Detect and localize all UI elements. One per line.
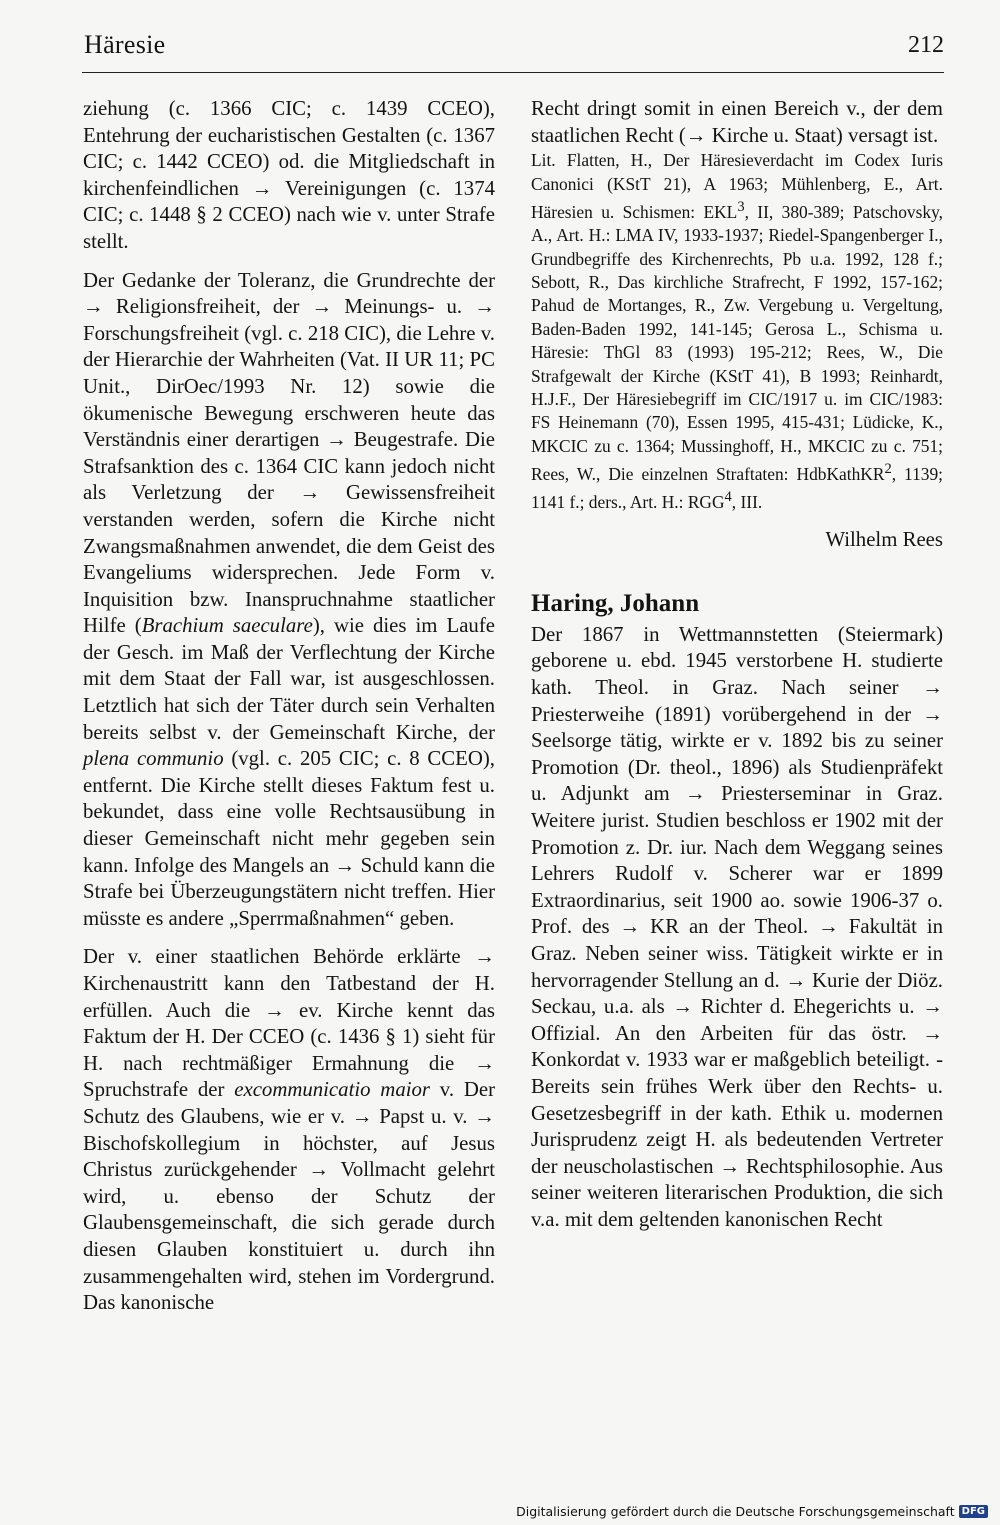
superscript: 4: [724, 489, 732, 506]
running-title: Häresie: [84, 30, 166, 59]
text-run: , 1139; 1141 f.; ders., Art. H.: RGG: [531, 464, 944, 513]
entry-title: Haring, Johann: [531, 590, 700, 618]
superscript: 2: [884, 461, 892, 478]
italic-term: excommunicatio maior: [234, 1078, 430, 1102]
text-run: Der v. einer staatlichen Behörde erklärte → Kirchenaustritt kann den Tatbestand der H. erfüllen. Auch die → ev. Kirche kennt das Faktum der H. Der CCEO (c. 1436 § 1) sieht für H. nach rechtmäßiger Ermahnung die → Spruchstrafe der: [83, 945, 495, 1102]
left-column: [83, 96, 495, 1317]
text-run: v. Der Schutz des Glaubens, wie er v. → Papst u. v. → Bischofskollegium in höchster, auf Jesus Christus zurückgehender → Vollmacht gelehrt wird, u. ebenso der Schutz der Glaubensgemeinschaft, die sich gerade durch diesen Glauben konstituiert u. durch ihn zusammengehalten wird, stehen im Vordergrund. Das kanonische: [83, 1078, 495, 1315]
text-run: , III.: [731, 492, 763, 513]
paragraph: ziehung (c. 1366 CIC; c. 1439 CCEO), Entehrung der eucharistischen Gestalten (c. 1367 CIC; c. 1442 CCEO) od. die Mitgliedschaft in kirchenfeindlichen → Vereinigungen (c. 1374 CIC; c. 1448 § 2 CCEO) nach wie v. unter Strafe stellt.: [83, 97, 495, 253]
footer-text: Digitalisierung gefördert durch die Deutsche Forschungsgemeinschaft: [516, 1504, 955, 1519]
paragraph: [83, 944, 495, 1316]
literature-list: [531, 149, 943, 514]
paragraph: Der 1867 in Wettmannstetten (Steiermark) geborene u. ebd. 1945 verstorbene H. studierte kath. Theol. in Graz. Nach seiner → Priesterweihe (1891) vorübergehend in der → Seelsorge tätig, wirkte er v. 1892 bis zu seiner Promotion (Dr. theol., 1896) als Studienpräfekt u. Adjunkt am → Priesterseminar in Graz. Weitere jurist. Studien beschloss er 1902 mit der Promotion z. Dr. iur. Nach dem Weggang seines Lehrers Rudolf v. Scherer war er 1899 Extraordinarius, seit 1900 ao. sowie 1906-37 o. Prof. des → KR an der Theol. → Fakultät in Graz. Neben seiner wiss. Tätigkeit wirkte er in hervorragender Stellung an d. → Kurie der Diöz. Seckau, u.a. als → Richter d. Ehegerichts u. → Offizial. An den Arbeiten für das östr. → Konkordat v. 1933 war er maßgeblich beteiligt. - Bereits sein frühes Werk über den Rechts- u. Gesetzesbegriff in der kath. Ethik u. modernen Jurisprudenz zeigt H. als bedeutenden Vertreter der neuscholastischen → Rechtsphilosophie. Aus seiner weiteren literarischen Produktion, die sich v.a. mit dem geltenden kanonischen Recht: [531, 622, 943, 1231]
page-number: 212: [908, 32, 944, 58]
paragraph: [83, 268, 495, 933]
author-name: Wilhelm Rees: [825, 527, 943, 551]
paragraph: Recht dringt somit in einen Bereich v., der dem staatlichen Recht (→ Kirche u. Staat) versagt ist.: [531, 97, 943, 147]
dfg-logo-icon: DFG: [959, 1505, 988, 1518]
page-header: [82, 30, 944, 73]
footer: [516, 1504, 988, 1519]
right-column: [531, 96, 943, 1234]
text-run: , II, 380-389; Patschovsky, A., Art. H.: LMA IV, 1933-1937; Riedel-Spangenberger I., Grundbegriffe des Kirchenrechts, Pb u.a. 1992, 128 f.; Sebott, R., Das kirchliche Strafrecht, F 1992, 157-162; Pahud de Mortanges, R., Zw. Vergebung u. Vergeltung, Baden-Baden 1992, 141-145; Gerosa L., Schisma u. Häresie: ThGl 83 (1993) 195-212; Rees, W., Die Strafgewalt der Kirche (KStT 41), B 1993; Reinhardt, H.J.F., Der Häresiebegriff im CIC/1917 u. im CIC/1983: FS Heinemann (70), Essen 1995, 415-431; Lüdicke, K., MKCIC zu c. 1364; Mussinghoff, H., MKCIC zu c. 751; Rees, W., Die einzelnen Straftaten: HdbKathKR: [531, 201, 943, 485]
text-run: ), wie dies im Laufe der Gesch. im Maß der Verflechtung der Kirche mit dem Staat der Fall war, ist ausgeschlossen. Letztlich hat sich der Täter durch sein Verhalten bereits selbst v. der Gemeinschaft Kirche, der: [83, 614, 495, 744]
italic-term: plena communio: [83, 747, 224, 771]
superscript: 3: [737, 199, 745, 215]
italic-term: Brachium saeculare: [141, 614, 313, 638]
text-run: (vgl. c. 205 CIC; c. 8 CCEO), entfernt. Die Kirche stellt dieses Faktum fest u. bekundet, dass eine volle Rechtsausübung in dieser Gemeinschaft nicht mehr gegeben sein kann. Infolge des Mangels an → Schuld kann die Strafe bei Überzeugungstätern nicht treffen. Hier müsste es andere „Sperrmaßnahmen“ geben.: [83, 747, 495, 930]
text-run: Der Gedanke der Toleranz, die Grundrechte der → Religionsfreiheit, der → Meinungs- u. → Forschungsfreiheit (vgl. c. 218 CIC), die Lehre v. der Hierarchie der Wahrheiten (Vat. II UR 11; PC Unit., DirOec/1993 Nr. 12) sowie die ökumenische Bewegung erschweren heute das Verständnis einer derartigen → Beugestrafe. Die Strafsanktion des c. 1364 CIC kann jedoch nicht als Verletzung der → Gewissensfreiheit verstanden werden, sofern die Kirche nicht Zwangsmaßnahmen anwendet, die dem Geist des Evangeliums widersprechen. Jede Form v. Inquisition bzw. Inanspruchnahme staatlicher Hilfe (: [83, 268, 495, 638]
text-run: Lit. Flatten, H., Der Häresieverdacht im Codex Iuris Canonici (KStT 21), A 1963; Mühlenberg, E., Art. Häresien u. Schismen: EKL: [531, 150, 943, 222]
